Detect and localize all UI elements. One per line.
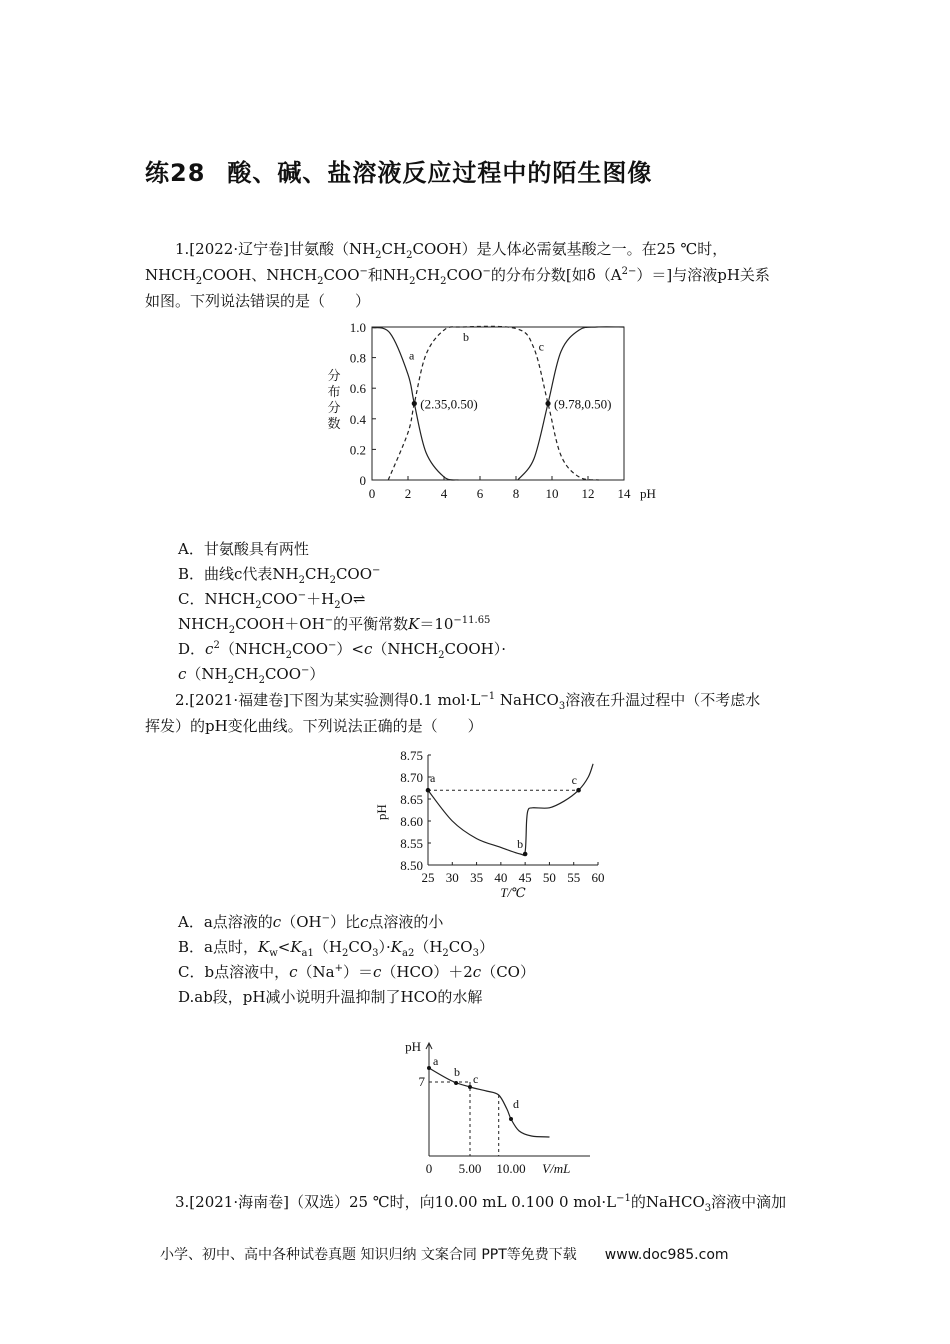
point-d <box>509 1117 513 1121</box>
point-d-label: d <box>513 1097 519 1111</box>
q2-option-b: B．a点时，$K_w<K_{a1}(H_2CO_3)\cdot K_{a2}(H_2CO_3)$ <box>178 938 494 959</box>
q3-line1: 3.[2021·海南卷]（双选）25 ℃时，向10.00 mL 0.100 0 $mol\cdot L^{-1}$的NaHCO$_3$溶液中滴加 <box>175 1193 787 1214</box>
q2-line2: 挥发）的pH变化曲线。下列说法正确的是（ ） <box>145 717 483 735</box>
q2-line1: 2.[2021·福建卷]下图为某实验测得0.1 $mol\cdot L^{-1}$ NaHCO$_3$溶液在升温过程中（不考虑水 <box>175 691 761 712</box>
x-axis-label: pH <box>640 486 656 501</box>
x-tick-label: 50 <box>542 870 556 885</box>
x-tick-label: 12 <box>581 486 595 501</box>
point-b <box>523 852 528 857</box>
titration-chart <box>400 1035 600 1175</box>
point-c-label: c <box>571 773 577 788</box>
x-axis-label: T/℃ <box>500 885 526 900</box>
y-axis-label: pH <box>374 804 389 821</box>
y-tick-label: 8.65 <box>400 792 423 807</box>
y-tick-label: 8.60 <box>400 814 423 829</box>
q2-option-c: C．b点溶液中，c（Na+）＝c（HCO）＋2c（CO） <box>178 963 535 981</box>
q1-option-c: C．$NHCH_2COO^-+H_2O\rightleftharpoons$ <box>178 590 366 611</box>
q1-line3: 如图。下列说法错误的是（ ） <box>145 292 371 310</box>
x-tick-label: 45 <box>518 870 532 885</box>
series-c-label: c <box>538 339 544 354</box>
point-c <box>468 1085 472 1089</box>
series-b-label: b <box>463 330 469 345</box>
point-b <box>454 1081 458 1085</box>
x-tick-label: 4 <box>440 486 448 501</box>
q1-line2: $NHCH_2COOH$、$NHCH_2COO^-$和$NH_2CH_2COO^-$的分布分数[如$\delta(A^{2-})=$]与溶液pH关系 <box>145 266 770 287</box>
q2-option-d: D.ab段，pH减小说明升温抑制了HCO的水解 <box>178 988 483 1006</box>
x-tick-label: 6 <box>476 486 484 501</box>
point-a <box>427 1066 431 1070</box>
ph-temperature-chart <box>370 748 620 898</box>
q1-option-a: A．甘氨酸具有两性 <box>178 540 309 558</box>
y-axis-label: pH <box>405 1039 421 1054</box>
q1-option-b: B．曲线c代表$NH_2CH_2COO^-$ <box>178 565 381 586</box>
x-tick-label: 10.00 <box>496 1161 526 1176</box>
titration-curve <box>429 1068 550 1137</box>
x-tick-label: 8 <box>512 486 520 501</box>
y-tick-label: 0.2 <box>349 442 366 458</box>
y-tick-label: 0.8 <box>349 350 366 366</box>
point-b-label: b <box>454 1065 461 1079</box>
y-tick-label: 0 <box>359 473 366 488</box>
footer-text: 小学、初中、高中各种试卷真题 知识归纳 文案合同 PPT等免费下载 <box>160 1247 577 1263</box>
x-tick-label: 0 <box>368 486 376 501</box>
x-tick-label: 35 <box>470 870 484 885</box>
footer <box>160 1244 729 1264</box>
y-tick-label: 8.70 <box>400 770 423 785</box>
series-a-label: a <box>409 348 415 363</box>
x-tick-label: 14 <box>617 486 631 501</box>
page-title <box>145 153 652 188</box>
point-b-label: b <box>517 837 524 851</box>
y-tick-label: 7 <box>418 1074 425 1089</box>
q1-option-c-cont: $NHCH_2COOH+OH^-$的平衡常数$K=10^{-11.65}$ <box>178 615 491 636</box>
x-tick-label: 0 <box>425 1161 433 1176</box>
ph-curve <box>428 764 593 855</box>
exercise-title: 酸、碱、盐溶液反应过程中的陌生图像 <box>227 159 653 187</box>
q2-option-a: A．a点溶液的c（OH−）比c点溶液的小 <box>178 913 444 931</box>
intersection-point <box>412 401 417 406</box>
y-tick-label: 8.55 <box>400 836 423 851</box>
point-a-label: a <box>430 771 436 786</box>
y-axis-label: 分布分数 <box>327 368 341 431</box>
exercise-number: 练28 <box>145 159 206 187</box>
x-tick-label: 5.00 <box>458 1161 482 1176</box>
y-tick-label: 8.50 <box>400 858 423 873</box>
q1-line1: 1.[2022·辽宁卷]甘氨酸$(NH_2CH_2COOH)$是人体必需氨基酸之一。在25 ℃时， <box>175 240 728 261</box>
y-tick-label: 0.6 <box>349 381 366 397</box>
y-tick-label: 8.75 <box>400 748 423 763</box>
point-a <box>426 788 431 793</box>
distribution-chart <box>320 318 670 508</box>
x-axis-label: V/mL <box>542 1161 571 1176</box>
x-tick-label: 40 <box>494 870 508 885</box>
y-tick-label: 1.0 <box>349 320 366 335</box>
x-tick-label: 55 <box>567 870 581 885</box>
x-tick-label: 2 <box>404 486 412 501</box>
q1-option-d-cont: $c(NH_2CH_2COO^-)$ <box>178 665 325 686</box>
intersection-label: (9.78,0.50) <box>554 396 612 412</box>
y-tick-label: 0.4 <box>349 411 366 427</box>
point-c-label: c <box>473 1072 479 1086</box>
x-tick-label: 25 <box>421 870 435 885</box>
point-c <box>576 788 581 793</box>
x-tick-label: 30 <box>445 870 459 885</box>
footer-site: www.doc985.com <box>604 1247 729 1263</box>
point-a-label: a <box>433 1054 439 1068</box>
x-tick-label: 60 <box>591 870 605 885</box>
q1-option-d: D．$c^2(NHCH_2COO^-)<c(NHCH_2COOH)\cdot$ <box>178 640 506 661</box>
intersection-point <box>545 401 550 406</box>
x-tick-label: 10 <box>545 486 559 501</box>
intersection-label: (2.35,0.50) <box>420 396 478 412</box>
